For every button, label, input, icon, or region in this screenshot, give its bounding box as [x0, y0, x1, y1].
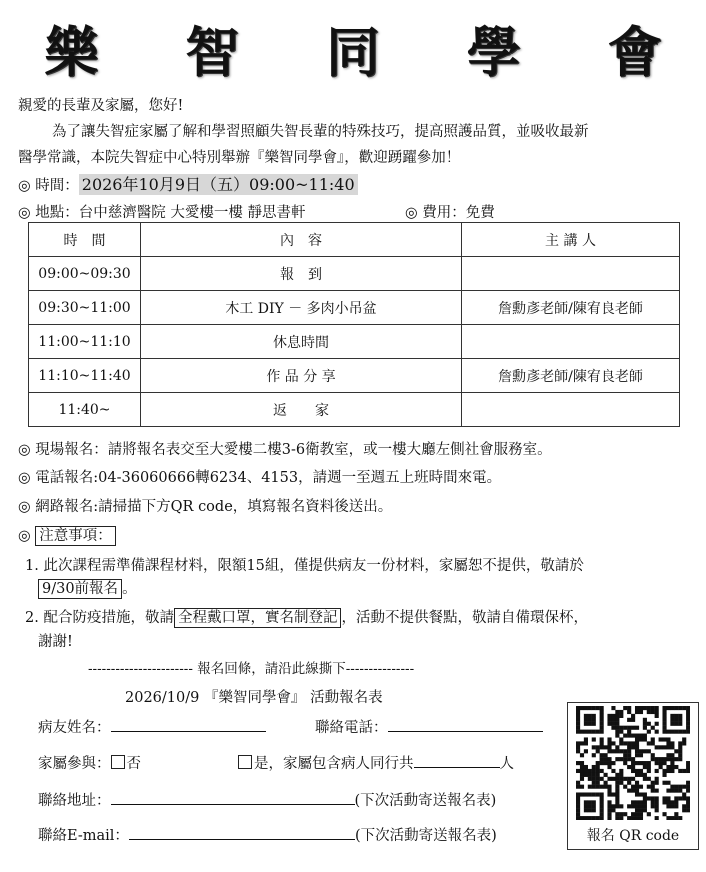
row-content: 作 品 分 享	[141, 359, 462, 393]
header-content: 內 容	[141, 223, 462, 257]
table-row	[29, 359, 680, 393]
email-row	[38, 824, 497, 845]
cut-line: ----------------------- 報名回條，請沿此線撕下---------------	[88, 661, 415, 677]
row-speaker: 詹勳彥老師/陳宥良老師	[462, 291, 680, 325]
row-content: 返 家	[141, 393, 462, 427]
reg-onsite-row	[18, 438, 552, 459]
fee: ◎ 費用：免費	[405, 205, 495, 221]
deadline-box: 9/30前報名	[38, 579, 122, 599]
reg-web-row	[18, 495, 392, 516]
notes-row	[18, 524, 116, 545]
greeting: 親愛的長輩及家屬，您好!	[18, 98, 184, 114]
row-speaker	[462, 393, 680, 427]
row-speaker	[462, 257, 680, 291]
email-note: (下次活動寄送報名表)	[354, 828, 497, 844]
schedule-table	[28, 222, 680, 427]
form-title: 2026/10/9 『樂智同學會』 活動報名表	[125, 690, 383, 706]
bullet-icon: ◎	[18, 178, 31, 194]
no-checkbox[interactable]	[111, 755, 125, 769]
patient-name-row	[38, 716, 266, 737]
qr-label: 報名 QR code	[586, 828, 680, 844]
bullet-icon: ◎	[18, 528, 31, 544]
header-time: 時 間	[29, 223, 141, 257]
row-time: 11:40~	[29, 393, 141, 427]
location: 地點：台中慈濟醫院 大愛樓一樓 靜思書軒	[35, 205, 306, 221]
bullet-icon: ◎	[18, 499, 31, 515]
note-1-end: 。	[122, 581, 137, 597]
family-yes-row	[238, 752, 514, 773]
people-count-field[interactable]	[414, 755, 500, 768]
address-note: (下次活動寄送報名表)	[354, 793, 497, 809]
table-row	[29, 325, 680, 359]
patient-name-field[interactable]	[111, 719, 266, 732]
intro-line-2: 醫學常識，本院失智症中心特別舉辦『樂智同學會』，歡迎踴躍參加！	[18, 150, 461, 166]
row-time: 09:30~11:00	[29, 291, 141, 325]
intro-line-1: 為了讓失智症家屬了解和學習照顧失智長輩的特殊技巧，提高照護品質，並吸收最新	[52, 124, 589, 140]
table-row	[29, 291, 680, 325]
note-2-line-2: 謝謝!	[38, 634, 73, 650]
page-title: 樂 智 同 學 會	[44, 21, 696, 84]
table-row	[29, 257, 680, 291]
bullet-icon: ◎	[18, 205, 31, 221]
row-time: 11:00~11:10	[29, 325, 141, 359]
note-1-line-1: 1. 此次課程需準備課程材料，限額15組，僅提供病友一份材料，家屬恕不提供，敬請於	[25, 558, 584, 574]
mask-box: 全程戴口罩，實名制登記	[174, 608, 342, 628]
bullet-icon: ◎	[18, 470, 31, 486]
row-time: 11:10~11:40	[29, 359, 141, 393]
patient-name-label: 病友姓名：	[38, 720, 111, 736]
time-row	[18, 172, 358, 195]
notes-label: 注意事項：	[35, 526, 116, 546]
address-label: 聯絡地址：	[38, 793, 111, 809]
yes-checkbox[interactable]	[238, 755, 252, 769]
note-1-line-2	[38, 577, 137, 598]
reg-onsite: 現場報名：請將報名表交至大愛樓二樓3-6衛教室，或一樓大廳左側社會服務室。	[35, 442, 552, 458]
row-content: 休息時間	[141, 325, 462, 359]
row-time: 09:00~09:30	[29, 257, 141, 291]
table-header-row	[29, 223, 680, 257]
reg-phone-row	[18, 466, 501, 487]
qr-code-icon[interactable]	[576, 706, 690, 820]
note-2-mid: ，活動不提供餐點，敬請自備環保杯，	[341, 610, 588, 626]
family-label: 家屬參與：	[38, 756, 111, 772]
header-speaker: 主 講 人	[462, 223, 680, 257]
bullet-icon: ◎	[18, 442, 31, 458]
reg-phone: 電話報名:04-36060666轉6234、4153，請週一至週五上班時間來電。	[35, 470, 502, 486]
location-row	[18, 201, 305, 222]
people-label: 人	[499, 756, 514, 772]
address-field[interactable]	[111, 792, 355, 805]
note-2-start: 2. 配合防疫措施，敬請	[25, 610, 174, 626]
contact-phone-field[interactable]	[388, 719, 543, 732]
time-value: 2026年10月9日（五）09:00~11:40	[79, 174, 358, 195]
note-2-line-1	[25, 606, 588, 627]
email-label: 聯絡E-mail：	[38, 828, 129, 844]
row-content: 木工 DIY － 多肉小吊盆	[141, 291, 462, 325]
table-row	[29, 393, 680, 427]
family-row	[38, 752, 141, 773]
contact-phone-label: 聯絡電話：	[315, 720, 388, 736]
contact-phone-row	[315, 716, 543, 737]
row-speaker	[462, 325, 680, 359]
email-field[interactable]	[129, 827, 355, 840]
row-content: 報 到	[141, 257, 462, 291]
yes-label: 是，家屬包含病人同行共	[254, 756, 414, 772]
no-label: 否	[126, 756, 141, 772]
address-row	[38, 789, 496, 810]
row-speaker: 詹勳彥老師/陳宥良老師	[462, 359, 680, 393]
time-label: 時間：	[35, 178, 79, 194]
reg-web: 網路報名:請掃描下方QR code，填寫報名資料後送出。	[35, 499, 393, 515]
